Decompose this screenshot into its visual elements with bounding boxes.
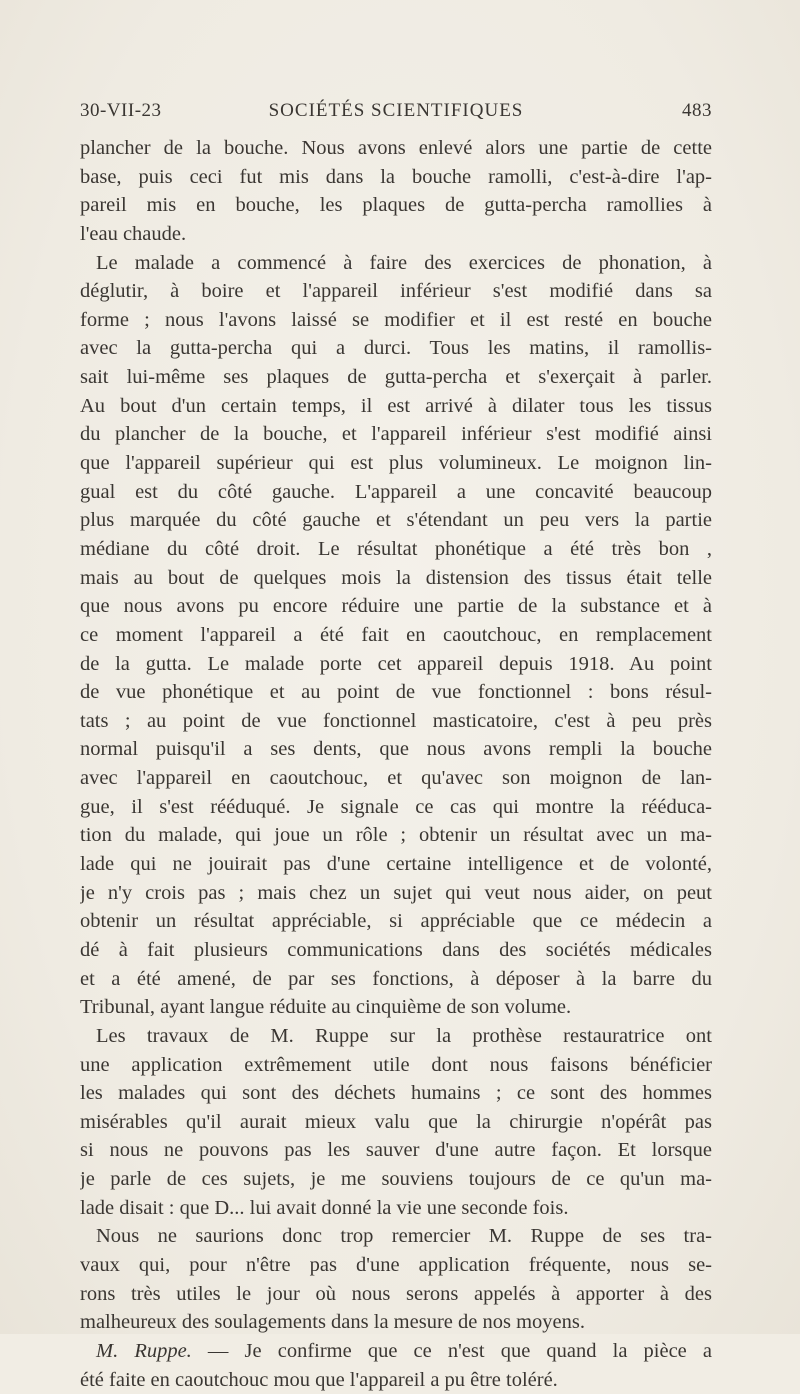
text-line: base, puis ceci fut mis dans la bouche ramolli, c'est-à-dire l'ap- [80,165,712,188]
text-line: médiane du côté droit. Le résultat phonétique a été très bon , [80,537,712,560]
speaker-text: — Je confirme que ce n'est que quand la pièce a [191,1339,712,1362]
text-line: je n'y crois pas ; mais chez un sujet qui veut nous aider, on peut [80,881,712,904]
text-line: ce moment l'appareil a été fait en caoutchouc, en remplacement [80,623,712,646]
text-line: forme ; nous l'avons laissé se modifier et il est resté en bouche [80,308,712,331]
running-head [80,100,712,130]
paragraph-first-line: Les travaux de M. Ruppe sur la prothèse restauratrice ont [96,1024,712,1047]
issue-date: 30-VII-23 [80,100,162,121]
text-line: je parle de ces sujets, je me souviens toujours de ce qu'un ma- [80,1168,712,1191]
body-text [80,134,712,1394]
text-line: normal puisqu'il a ses dents, que nous avons rempli la bouche [80,738,712,761]
text-line: de la gutta. Le malade porte cet appareil depuis 1918. Au point [80,652,712,675]
paragraph-first-line: Nous ne saurions donc trop remercier M. Ruppe de ses tra- [96,1225,712,1248]
text-line: que l'appareil supérieur qui est plus volumineux. Le moignon lin- [80,452,712,475]
text-line: lade qui ne jouirait pas d'une certaine intelligence et de volonté, [80,853,712,876]
text-line: du plancher de la bouche, et l'appareil inférieur s'est modifié ainsi [80,423,712,446]
text-line: plus marquée du côté gauche et s'étendant un peu vers la partie [80,509,712,532]
text-line: gue, il s'est rééduqué. Je signale ce cas qui montre la rééduca- [80,795,712,818]
text-line: rons très utiles le jour où nous serons appelés à apporter à des [80,1282,712,1305]
text-line: si nous ne pouvons pas les sauver d'une autre façon. Et lorsque [80,1139,712,1162]
text-line: avec l'appareil en caoutchouc, et qu'avec son moignon de lan- [80,767,712,790]
text-line: tats ; au point de vue fonctionnel masticatoire, c'est à peu près [80,709,712,732]
text-line: mais au bout de quelques mois la distension des tissus était telle [80,566,712,589]
text-line: l'eau chaude. [80,222,187,245]
text-line: que nous avons pu encore réduire une partie de la substance et à [80,595,712,618]
text-line: et a été amené, de par ses fonctions, à déposer à la barre du [80,967,712,990]
text-line: été faite en caoutchouc mou que l'appareil a pu être toléré. [80,1368,558,1391]
text-line: sait lui-même ses plaques de gutta-percha et s'exerçait à parler. [80,366,712,389]
text-line: gual est du côté gauche. L'appareil a une concavité beaucoup [80,480,712,503]
text-line: dé à fait plusieurs communications dans des sociétés médicales [80,938,712,961]
text-line: malheureux des soulagements dans la mesure de nos moyens. [80,1311,585,1334]
text-line: pareil mis en bouche, les plaques de gutta-percha ramollies à [80,194,712,217]
text-line: une application extrêmement utile dont nous faisons bénéficier [80,1053,712,1076]
text-line: avec la gutta-percha qui a durci. Tous les matins, il ramollis- [80,337,712,360]
section-title: SOCIÉTÉS SCIENTIFIQUES [268,100,524,121]
text-line: les malades qui sont des déchets humains ; ce sont des hommes [80,1082,712,1105]
page-number: 483 [682,100,712,121]
text-line: plancher de la bouche. Nous avons enlevé alors une partie de cette [80,137,712,159]
speaker-line [80,1337,712,1366]
text-line: lade disait : que D... lui avait donné la vie une seconde fois. [80,1196,569,1219]
paragraph-first-line: Le malade a commencé à faire des exercices de phonation, à [96,251,712,274]
text-line: misérables qu'il aurait mieux valu que la chirurgie n'opérât pas [80,1110,712,1133]
text-line: Au bout d'un certain temps, il est arrivé à dilater tous les tissus [80,394,712,417]
text-line: Tribunal, ayant langue réduite au cinquième de son volume. [80,996,572,1019]
text-line: de vue phonétique et au point de vue fonctionnel : bons résul- [80,681,712,704]
speaker-name: M. Ruppe. [96,1339,192,1362]
text-line: déglutir, à boire et l'appareil inférieur s'est modifié dans sa [80,280,712,303]
text-line: obtenir un résultat appréciable, si appréciable que ce médecin a [80,910,712,933]
text-line: vaux qui, pour n'être pas d'une application fréquente, nous se- [80,1253,712,1276]
text-line: tion du malade, qui joue un rôle ; obtenir un résultat avec un ma- [80,824,712,847]
